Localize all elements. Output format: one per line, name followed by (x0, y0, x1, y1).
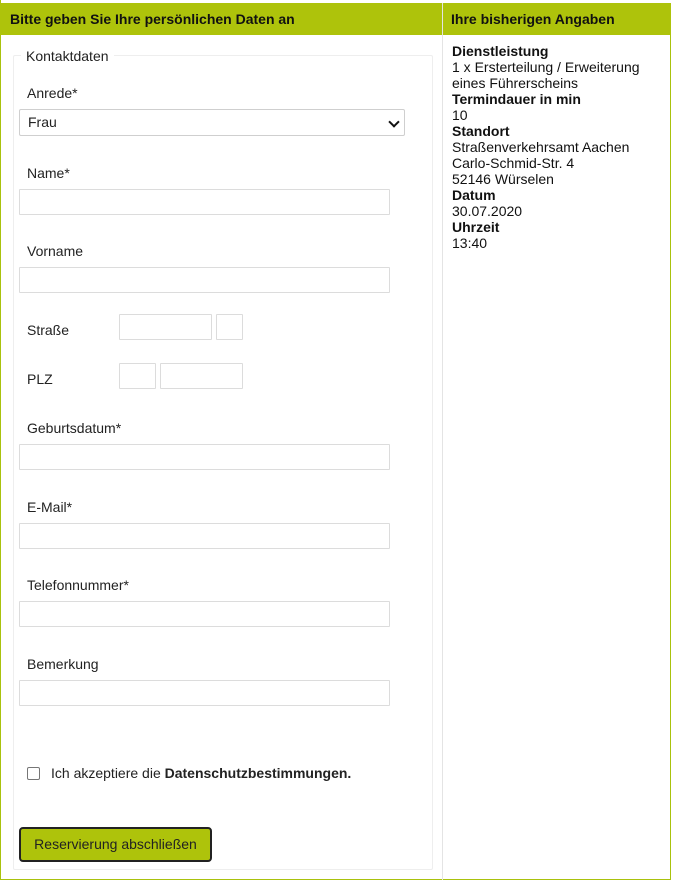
column-divider (442, 3, 443, 880)
anrede-select[interactable] (19, 109, 405, 136)
consent-text (51, 765, 351, 781)
email-input[interactable] (19, 523, 390, 549)
standort-label: Standort (452, 123, 510, 139)
plz-label: PLZ (27, 371, 53, 387)
standort-line2: Carlo-Schmid-Str. 4 (452, 155, 575, 171)
consent-checkbox[interactable] (27, 767, 40, 780)
street-input[interactable] (119, 314, 212, 340)
dienstleistung-value: 1 x Ersterteilung / Erweiterung eines Führerscheins (452, 59, 640, 91)
datum-label: Datum (452, 187, 496, 203)
anrede-label: Anrede* (27, 85, 78, 101)
vorname-label: Vorname (27, 243, 84, 259)
telefon-label: Telefonnummer* (27, 577, 129, 593)
bemerkung-label: Bemerkung (27, 656, 99, 672)
dienstleistung-label: Dienstleistung (452, 43, 549, 59)
summary-header: Ihre bisherigen Angaben (443, 3, 671, 35)
vorname-input[interactable] (19, 267, 390, 293)
consent-prefix: Ich akzeptiere die (51, 765, 165, 781)
uhrzeit-label: Uhrzeit (452, 219, 500, 235)
strasse-label: Straße (27, 322, 70, 338)
termindauer-value: 10 (452, 107, 468, 123)
uhrzeit-value: 13:40 (452, 235, 488, 251)
geburtsdatum-input[interactable] (19, 444, 390, 470)
summary-panel (452, 43, 667, 251)
form-header: Bitte geben Sie Ihre persönlichen Daten an (0, 3, 442, 35)
termindauer-label: Termindauer in min (452, 91, 581, 107)
name-label: Name* (27, 165, 70, 181)
standort-line3: 52146 Würselen (452, 171, 554, 187)
standort-line1: Straßenverkehrsamt Aachen (452, 139, 630, 155)
house-number-input[interactable] (216, 314, 243, 340)
submit-reservation-button[interactable]: Reservierung abschließen (19, 827, 212, 862)
plz-input[interactable] (119, 363, 156, 389)
geburtsdatum-label: Geburtsdatum* (27, 420, 122, 436)
bemerkung-input[interactable] (19, 680, 390, 706)
telefon-input[interactable] (19, 601, 390, 627)
chevron-down-icon (388, 116, 399, 127)
name-input[interactable] (19, 189, 390, 215)
anrede-selected-value: Frau (28, 114, 57, 130)
fieldset-legend: Kontaktdaten (21, 45, 114, 67)
city-input[interactable] (160, 363, 243, 389)
privacy-policy-link[interactable]: Datenschutzbestimmungen. (164, 765, 352, 781)
datum-value: 30.07.2020 (452, 203, 523, 219)
email-label: E-Mail* (27, 499, 73, 515)
